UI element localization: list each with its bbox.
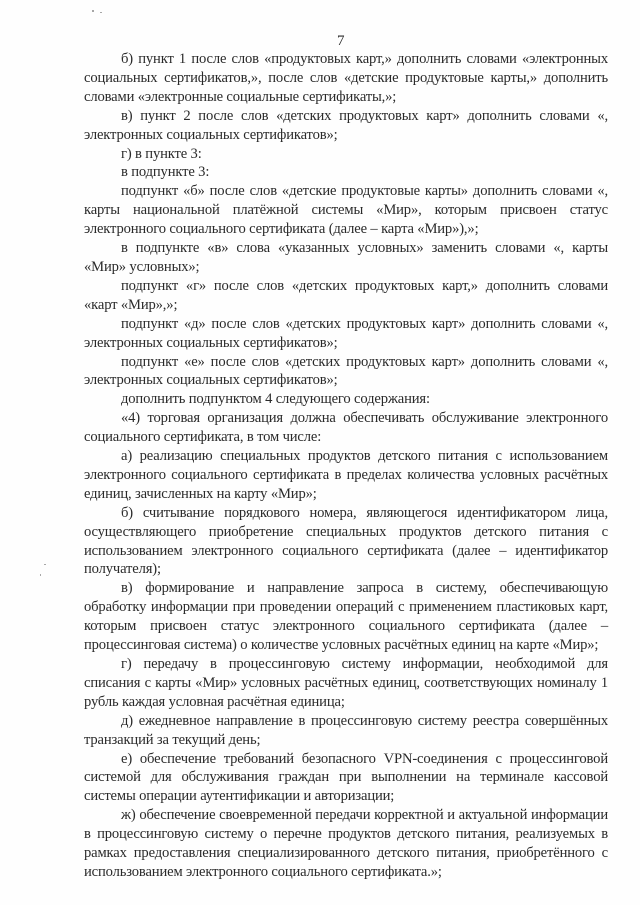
page-number: 7	[337, 33, 345, 49]
paragraph-add-subitem-4: дополнить подпунктом 4 следующего содержания:	[121, 391, 430, 408]
paragraph-subitem-e: подпункт «е» после слов «детских продуктовых карт» дополнить словами «, электронных социальных сертификатов»;	[84, 353, 608, 389]
paragraph-g-item-3: г) в пункте 3:	[121, 145, 202, 162]
scan-speck	[40, 574, 41, 576]
paragraph-subitem-3: в подпункте 3:	[121, 164, 210, 181]
paragraph-subitem-v: в подпункте «в» слова «указанных условных» заменить словами «, карты «Мир» условных»;	[84, 240, 608, 275]
paragraph-v-item-2: в) пункт 2 после слов «детских продуктовых карт» дополнить словами «, электронных социальных сертификатов»;	[84, 107, 608, 143]
paragraph-item-4-d: д) ежедневное направление в процессинговую систему реестра совершённых транзакций за текущий день;	[84, 712, 608, 748]
paragraph-item-4-a: а) реализацию специальных продуктов детского питания с использованием электронного социального сертификата в пределах количества условных расчётных единиц, зачисленных на карту «Мир»;	[84, 448, 608, 502]
scan-speck	[44, 564, 46, 565]
scan-speck	[100, 12, 102, 13]
paragraph-subitem-b: подпункт «б» после слов «детские продуктовые карты» дополнить словами «, карты национальной платёжной системы «Мир», которым присвоен статус электронного социального сертификата (далее – карта «Мир»),»;	[84, 183, 608, 238]
paragraph-item-4-intro: «4) торговая организация должна обеспечивать обслуживание электронного социального сертификата, в том числе:	[84, 410, 608, 446]
paragraph-item-4-g: г) передачу в процессинговую систему информации, необходимой для списания с карты «Мир» условных расчётных единиц, соответствующих номиналу 1 рубль каждая условная расчётная единица;	[84, 656, 608, 710]
paragraph-item-4-zh: ж) обеспечение своевременной передачи корректной и актуальной информации в процессинговую систему о перечне продуктов детского питания, реализуемых в рамках предоставления специализированного детского питания, приобретённого с использованием электронного социального сертификата.»;	[84, 807, 608, 880]
paragraph-item-4-e: е) обеспечение требований безопасного VPN-соединения с процессинговой системой для обслуживания граждан при выполнении на терминале кассовой системы операции аутентификации и авторизации;	[84, 750, 608, 805]
paragraph-subitem-d: подпункт «д» после слов «детских продуктовых карт» дополнить словами «, электронных социальных сертификатов»;	[84, 315, 608, 351]
paragraph-b-item-1: б) пункт 1 после слов «продуктовых карт,» дополнить словами «электронных социальных сертификатов,», после слов «детские продуктовые карты,» дополнить словами «электронные социальные сертификаты,»;	[84, 51, 608, 105]
paragraph-subitem-g: подпункт «г» после слов «детских продуктовых карт,» дополнить словами «карт «Мир»,»;	[84, 277, 608, 313]
scan-speck	[92, 10, 94, 12]
document-body	[84, 50, 608, 882]
paragraph-item-4-v: в) формирование и направление запроса в систему, обеспечивающую обработку информации при проведении операций с применением пластиковых карт, которым присвоен статус электронного социального сертификата (далее – процессинговая система) о количестве условных расчётных единиц на карте «Мир»;	[84, 580, 608, 654]
paragraph-item-4-b: б) считывание порядкового номера, являющегося идентификатором лица, осуществляющего приобретение специальных продуктов детского питания с использованием электронного социального сертификата (далее – идентификатор получателя);	[84, 504, 608, 578]
